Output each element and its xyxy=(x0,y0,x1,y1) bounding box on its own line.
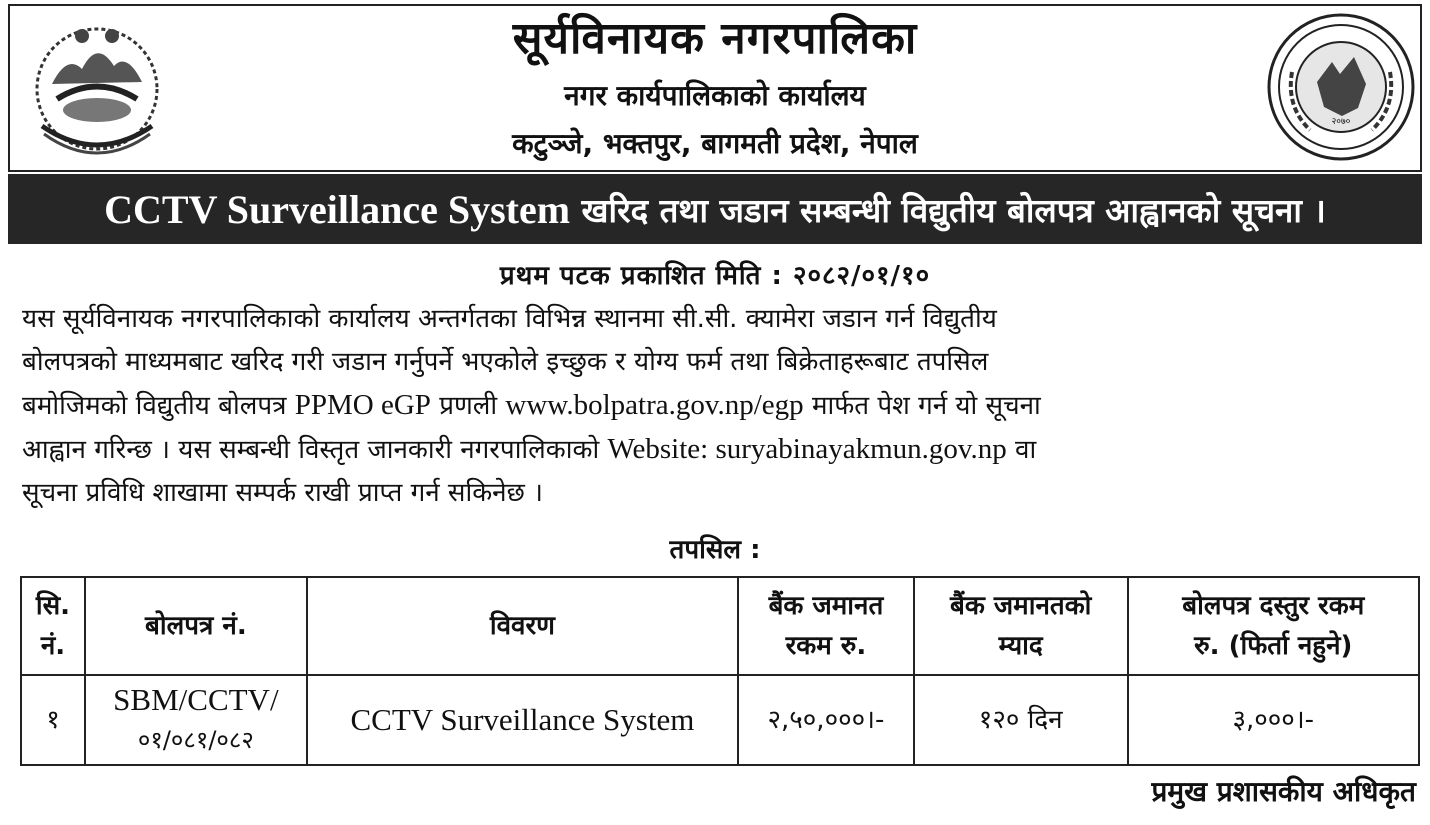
body-line xyxy=(22,384,1417,428)
body-line: सूचना प्रविधि शाखामा सम्पर्क राखी प्राप्त गर्न सकिनेछ । xyxy=(22,478,543,508)
header-bank-guarantee-amount xyxy=(738,577,914,675)
egp-url-link[interactable]: www.bolpatra.gov.np/egp xyxy=(505,389,804,421)
cell-bank-guarantee-amount: २,५०,०००।- xyxy=(738,675,914,765)
body-text-segment: मार्फत पेश गर्न यो सूचना xyxy=(811,391,1041,421)
header-text: सि. xyxy=(35,591,71,621)
header-text: बैंक जमानतको xyxy=(950,591,1092,621)
schedule-heading: तपसिल : xyxy=(669,535,761,565)
header-bid-fee xyxy=(1128,577,1419,675)
header-description: विवरण xyxy=(307,577,738,675)
publication-date-value: २०८२/०१/१० xyxy=(792,261,931,291)
body-text-segment: प्रणली xyxy=(439,391,498,421)
header-text: बैंक जमानत xyxy=(768,591,884,621)
publication-date-label: प्रथम पटक प्रकाशित मिति : xyxy=(499,261,783,291)
header-bank-guarantee-validity xyxy=(914,577,1128,675)
notice-title-nepali: खरिद तथा जडान सम्बन्धी विद्युतीय बोलपत्र आह्वानको सूचना । xyxy=(581,190,1326,230)
publication-date xyxy=(0,256,1430,292)
body-text-segment: बमोजिमको विद्युतीय बोलपत्र xyxy=(22,391,287,421)
header-text: बोलपत्र दस्तुर रकम xyxy=(1182,591,1365,621)
header-text: रकम रु. xyxy=(785,631,867,661)
notice-body xyxy=(22,298,1417,515)
cell-bid-number xyxy=(85,675,307,765)
office-address: कटुञ्जे, भक्तपुर, बागमती प्रदेश, नेपाल xyxy=(512,127,918,160)
header-text: नं. xyxy=(40,631,66,661)
notice-title-english: CCTV Surveillance System xyxy=(104,186,571,232)
body-line: यस सूर्यविनायक नगरपालिकाको कार्यालय अन्तर्गतका विभिन्न स्थानमा सी.सी. क्यामेरा जडान गर्न विद्युतीय xyxy=(22,304,997,334)
table-header-row xyxy=(21,577,1419,675)
bid-schedule-table xyxy=(20,576,1420,766)
body-line xyxy=(22,428,1417,472)
header-bid-number: बोलपत्र नं. xyxy=(85,577,307,675)
body-line: बोलपत्रको माध्यमबाट खरिद गरी जडान गर्नुपर्ने भएकोले इच्छुक र योग्य फर्म तथा बिक्रेताहरूबाट तपसिल xyxy=(22,347,989,377)
office-name: नगर कार्यपालिकाको कार्यालय xyxy=(564,79,866,112)
cell-bank-guarantee-validity: १२० दिन xyxy=(914,675,1128,765)
cell-description: CCTV Surveillance System xyxy=(307,675,738,765)
bid-number-part: SBM/CCTV/ xyxy=(113,682,279,717)
organization-name: सूर्यविनायक नगरपालिका xyxy=(512,13,918,64)
body-text-segment: वा xyxy=(1015,435,1037,465)
egp-system-name: PPMO eGP xyxy=(294,389,431,421)
header-serial-number xyxy=(21,577,85,675)
bid-number-part: ०१/०८१/०८२ xyxy=(137,726,254,754)
header-text: रु. (फिर्ता नहुने) xyxy=(1194,631,1353,661)
cell-bid-fee: ३,०००।- xyxy=(1128,675,1419,765)
notice-title-banner xyxy=(8,174,1422,244)
signatory-title: प्रमुख प्रशासकीय अधिकृत xyxy=(1151,775,1416,808)
table-row xyxy=(21,675,1419,765)
website-link[interactable]: Website: suryabinayakmun.gov.np xyxy=(607,433,1007,465)
svg-text:२०७०: २०७० xyxy=(1331,117,1351,127)
cell-serial-number: १ xyxy=(21,675,85,765)
header-text: म्याद xyxy=(998,631,1043,661)
body-text-segment: आह्वान गरिन्छ । यस सम्बन्धी विस्तृत जानकारी नगरपालिकाको xyxy=(22,435,600,465)
